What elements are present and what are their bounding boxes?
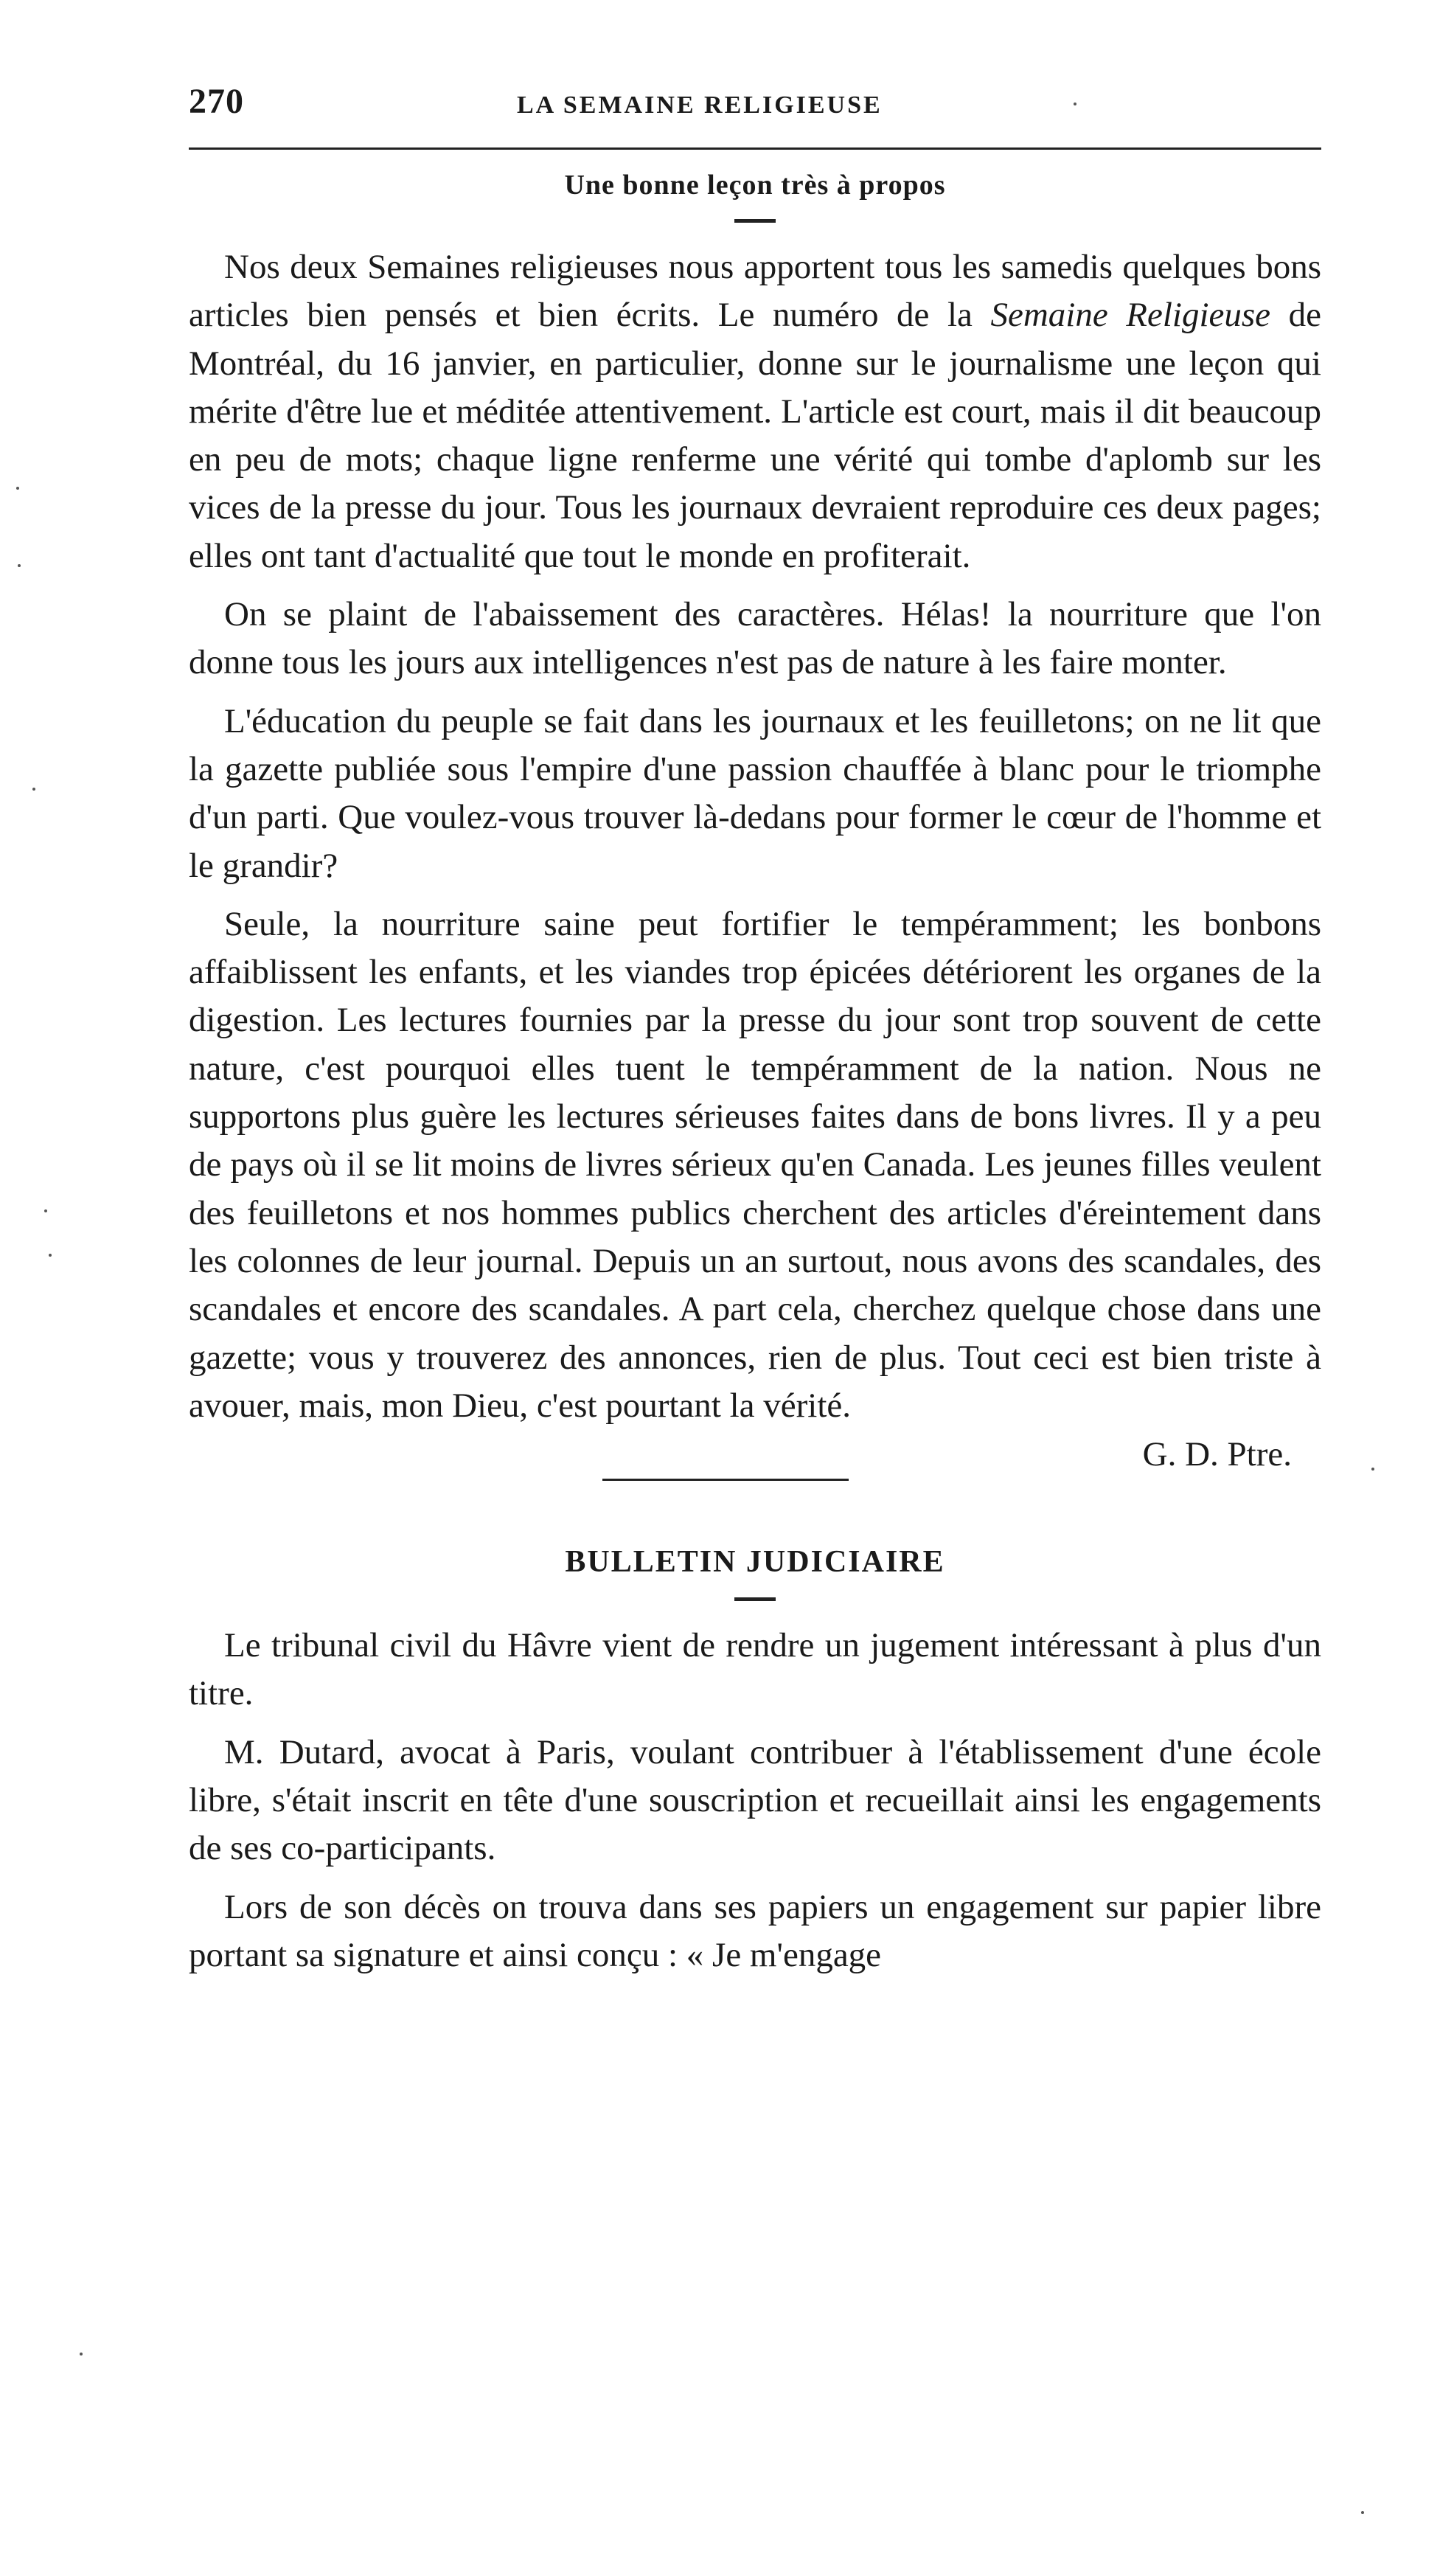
page bbox=[189, 81, 1321, 1979]
article-paragraph: On se plaint de l'abaissement des caractères. Hélas! la nourriture que l'on donne tous les jours aux intelligences n'est pas de nature à les faire monter. bbox=[189, 595, 1321, 682]
header-rule bbox=[189, 147, 1321, 150]
signature: G. D. Ptre. bbox=[1142, 1435, 1292, 1474]
speck bbox=[44, 1209, 47, 1212]
bulletin-paragraph: Le tribunal civil du Hâvre vient de rendre un jugement intéressant à plus d'un titre. bbox=[189, 1626, 1321, 1713]
article-body bbox=[189, 243, 1321, 1430]
speck bbox=[49, 1254, 52, 1257]
paragraph-text: Nos deux Semaines religieuses nous apportent tous les samedis quelques bons articles bien pensés et bien écrits. Le numéro de la bbox=[189, 248, 1321, 335]
section-divider bbox=[602, 1479, 849, 1481]
bulletin-dash bbox=[734, 1597, 776, 1601]
bulletin-title: BULLETIN JUDICIAIRE bbox=[565, 1545, 945, 1580]
title-dash bbox=[734, 219, 776, 223]
bulletin-paragraph: M. Dutard, avocat à Paris, voulant contribuer à l'établissement d'une école libre, s'était inscrit en tête d'une souscription et recueillait ainsi les engagements de ses co-participants. bbox=[189, 1732, 1321, 1868]
page-number: 270 bbox=[189, 82, 244, 121]
bulletin-paragraph: Lors de son décès on trouva dans ses papiers un engagement sur papier libre portant sa signature et ainsi conçu : « Je m'engage bbox=[189, 1887, 1321, 1974]
speck bbox=[18, 564, 21, 567]
speck bbox=[16, 487, 19, 490]
running-title: LA SEMAINE RELIGIEUSE bbox=[517, 91, 883, 119]
article-title: Une bonne leçon très à propos bbox=[564, 170, 946, 201]
speck bbox=[1371, 1468, 1374, 1471]
article-paragraph bbox=[189, 243, 1321, 580]
speck bbox=[1361, 2511, 1364, 2514]
speck bbox=[1074, 103, 1076, 105]
italic-publication-name: Semaine Religieuse bbox=[990, 296, 1271, 335]
article-paragraph: Seule, la nourriture saine peut fortifier le tempéramment; les bonbons affaiblissent les enfants, et les viandes trop épicées détériorent les organes de la digestion. Les lectures fournies par la presse du jour sont trop souvent de cette nature, c'est pourquoi elles tuent le tempéramment de la nation. Nous ne supportons plus guère les lectures sérieuses faites dans de bons livres. Il y a peu de pays où il se lit moins de livres sérieux qu'en Canada. Les jeunes filles veulent des feuilletons et nos hommes publics cherchent des articles d'éreintement dans les colonnes de leur journal. Depuis un an surtout, nous avons des scandales, des scandales et encore des scandales. A part cela, cherchez quelque chose dans une gazette; vous y trouverez des annonces, rien de plus. Tout ceci est bien triste à avouer, mais, mon Dieu, c'est pourtant la vérité. bbox=[189, 904, 1321, 1425]
speck bbox=[32, 788, 35, 791]
article-paragraph: L'éducation du peuple se fait dans les journaux et les feuilletons; on ne lit que la gazette publiée sous l'empire d'une passion chauffée à blanc pour le triomphe d'un parti. Que voulez-vous trouver là-dedans pour former le cœur de l'homme et le grandir? bbox=[189, 701, 1321, 885]
speck bbox=[80, 2353, 83, 2355]
running-header bbox=[189, 81, 1321, 133]
paragraph-text: de Montréal, du 16 janvier, en particulier, donne sur le journalisme une leçon qui mérite d'être lue et méditée attentivement. L'article est court, mais il dit beaucoup en peu de mots; chaque ligne renferme une vérité qui tombe d'aplomb sur les vices de la presse du jour. Tous les journaux devraient reproduire ces deux pages; elles ont tant d'actualité que tout le monde en profiterait. bbox=[189, 296, 1321, 575]
bulletin-body bbox=[189, 1622, 1321, 1979]
